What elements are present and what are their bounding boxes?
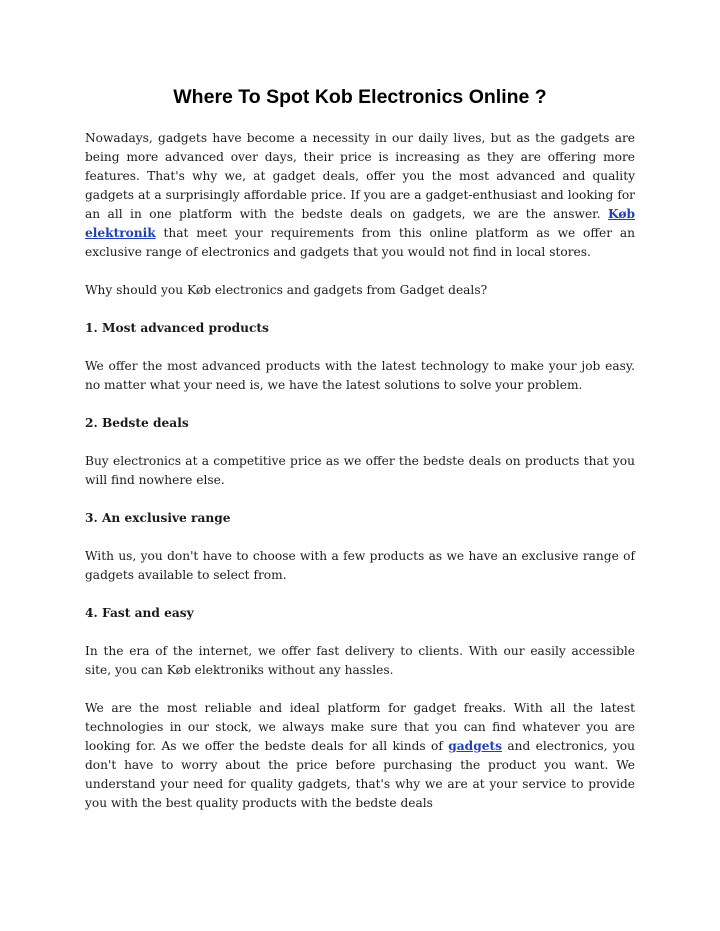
section-text-4: In the era of the internet, we offer fast delivery to clients. With our easily accessible site, you can Køb elektroniks without any hassles. (85, 644, 635, 677)
document-title: Where To Spot Kob Electronics Online ? (173, 86, 547, 108)
closing-text-after-link: and electronics, you don't have to worry about the price before purchasing the product you want. We understand your need for quality gadgets, that's why we are at your service to provide you with the best quality products with the bedste deals (85, 739, 635, 810)
question-paragraph: Why should you Køb electronics and gadgets from Gadget deals? (85, 283, 488, 297)
section-heading-2: 2. Bedste deals (85, 416, 189, 430)
intro-text-after-link: that meet your requirements from this online platform as we offer an exclusive range of electronics and gadgets that you would not find in local stores. (85, 226, 635, 259)
section-text-1: We offer the most advanced products with the latest technology to make your job easy. no matter what your need is, we have the latest solutions to solve your problem. (85, 359, 635, 392)
kob-elektronik-link[interactable]: Køb elektronik (85, 207, 635, 240)
section-text-2: Buy electronics at a competitive price as we offer the bedste deals on products that you will find nowhere else. (85, 454, 635, 487)
section-heading-3: 3. An exclusive range (85, 511, 231, 525)
gadgets-link[interactable]: gadgets (448, 739, 502, 753)
section-heading-4: 4. Fast and easy (85, 606, 194, 620)
document-body (85, 129, 635, 832)
closing-text-before-link: We are the most reliable and ideal platform for gadget freaks. With all the latest technologies in our stock, we always make sure that you can find whatever you are looking for. As we offer the bedste deals for all kinds of (85, 701, 635, 753)
section-text-3: With us, you don't have to choose with a few products as we have an exclusive range of gadgets available to select from. (85, 549, 635, 582)
intro-paragraph (85, 129, 635, 262)
closing-paragraph (85, 699, 635, 813)
intro-text-before-link: Nowadays, gadgets have become a necessity in our daily lives, but as the gadgets are being more advanced over days, their price is increasing as they are offering more features. That's why we, at gadget deals, offer you the most advanced and quality gadgets at a surprisingly affordable price. If you are a gadget-enthusiast and looking for an all in one platform with the bedste deals on gadgets, we are the answer. (85, 131, 635, 221)
section-heading-1: 1. Most advanced products (85, 321, 269, 335)
